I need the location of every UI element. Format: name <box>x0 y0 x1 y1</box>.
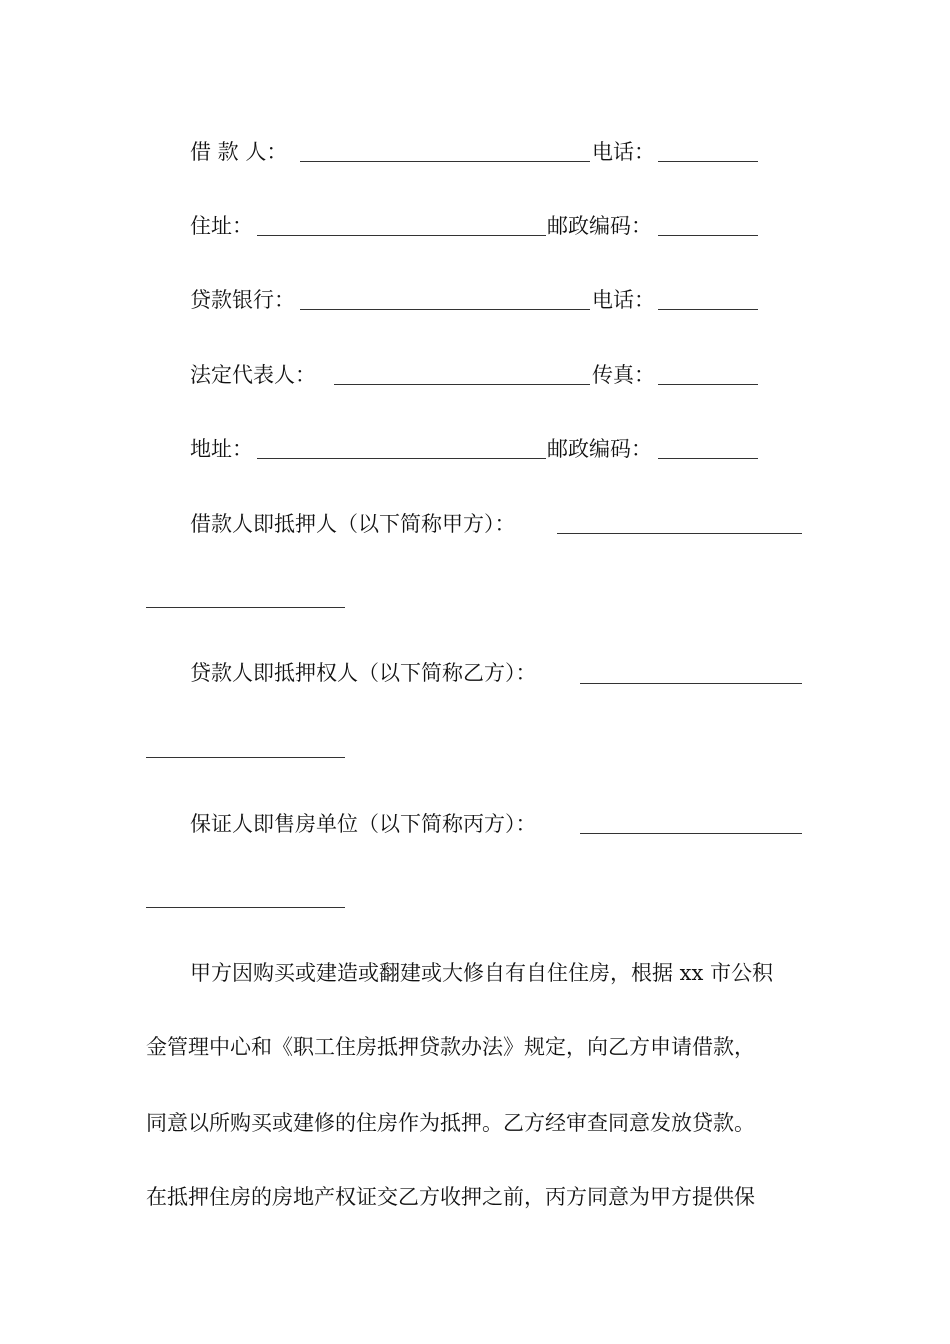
party-c-blank[interactable] <box>580 833 802 834</box>
body-line-2: 金管理中心和《职工住房抵押贷款办法》规定，向乙方申请借款， <box>146 1035 755 1059</box>
borrower-blank[interactable] <box>300 161 590 162</box>
party-a-label: 借款人即抵押人（以下简称甲方）： <box>190 512 516 536</box>
bank-address-label: 地址： <box>190 437 253 461</box>
legal-rep-blank[interactable] <box>334 384 590 385</box>
party-a-blank[interactable] <box>557 533 802 534</box>
address-blank[interactable] <box>257 235 546 236</box>
bank-blank[interactable] <box>300 309 590 310</box>
address-postcode-blank[interactable] <box>658 235 758 236</box>
party-b-blank[interactable] <box>580 683 802 684</box>
party-a-blank-continued[interactable] <box>146 607 345 608</box>
body-line-4: 在抵押住房的房地产权证交乙方收押之前，丙方同意为甲方提供保 <box>146 1185 755 1209</box>
bank-phone-label: 电话： <box>592 288 655 312</box>
fax-blank[interactable] <box>658 384 758 385</box>
bank-address-blank[interactable] <box>257 458 546 459</box>
bank-label: 贷款银行： <box>190 288 295 312</box>
address-label: 住址： <box>190 214 253 238</box>
party-b-label: 贷款人即抵押权人（以下简称乙方）： <box>190 661 537 685</box>
body-line-3: 同意以所购买或建修的住房作为抵押。乙方经审查同意发放贷款。 <box>146 1111 755 1135</box>
bank-postcode-label: 邮政编码： <box>547 437 652 461</box>
body-line-1: 甲方因购买或建造或翻建或大修自有自住住房，根据 xx 市公积 <box>190 961 774 985</box>
bank-postcode-blank[interactable] <box>658 458 758 459</box>
borrower-phone-label: 电话： <box>592 140 655 164</box>
address-postcode-label: 邮政编码： <box>547 214 652 238</box>
party-b-blank-continued[interactable] <box>146 757 345 758</box>
bank-phone-blank[interactable] <box>658 309 758 310</box>
borrower-phone-blank[interactable] <box>658 161 758 162</box>
fax-label: 传真： <box>592 363 655 387</box>
legal-rep-label: 法定代表人： <box>190 363 316 387</box>
borrower-label: 借 款 人： <box>190 140 288 164</box>
party-c-label: 保证人即售房单位（以下简称丙方）： <box>190 812 537 836</box>
party-c-blank-continued[interactable] <box>146 907 345 908</box>
